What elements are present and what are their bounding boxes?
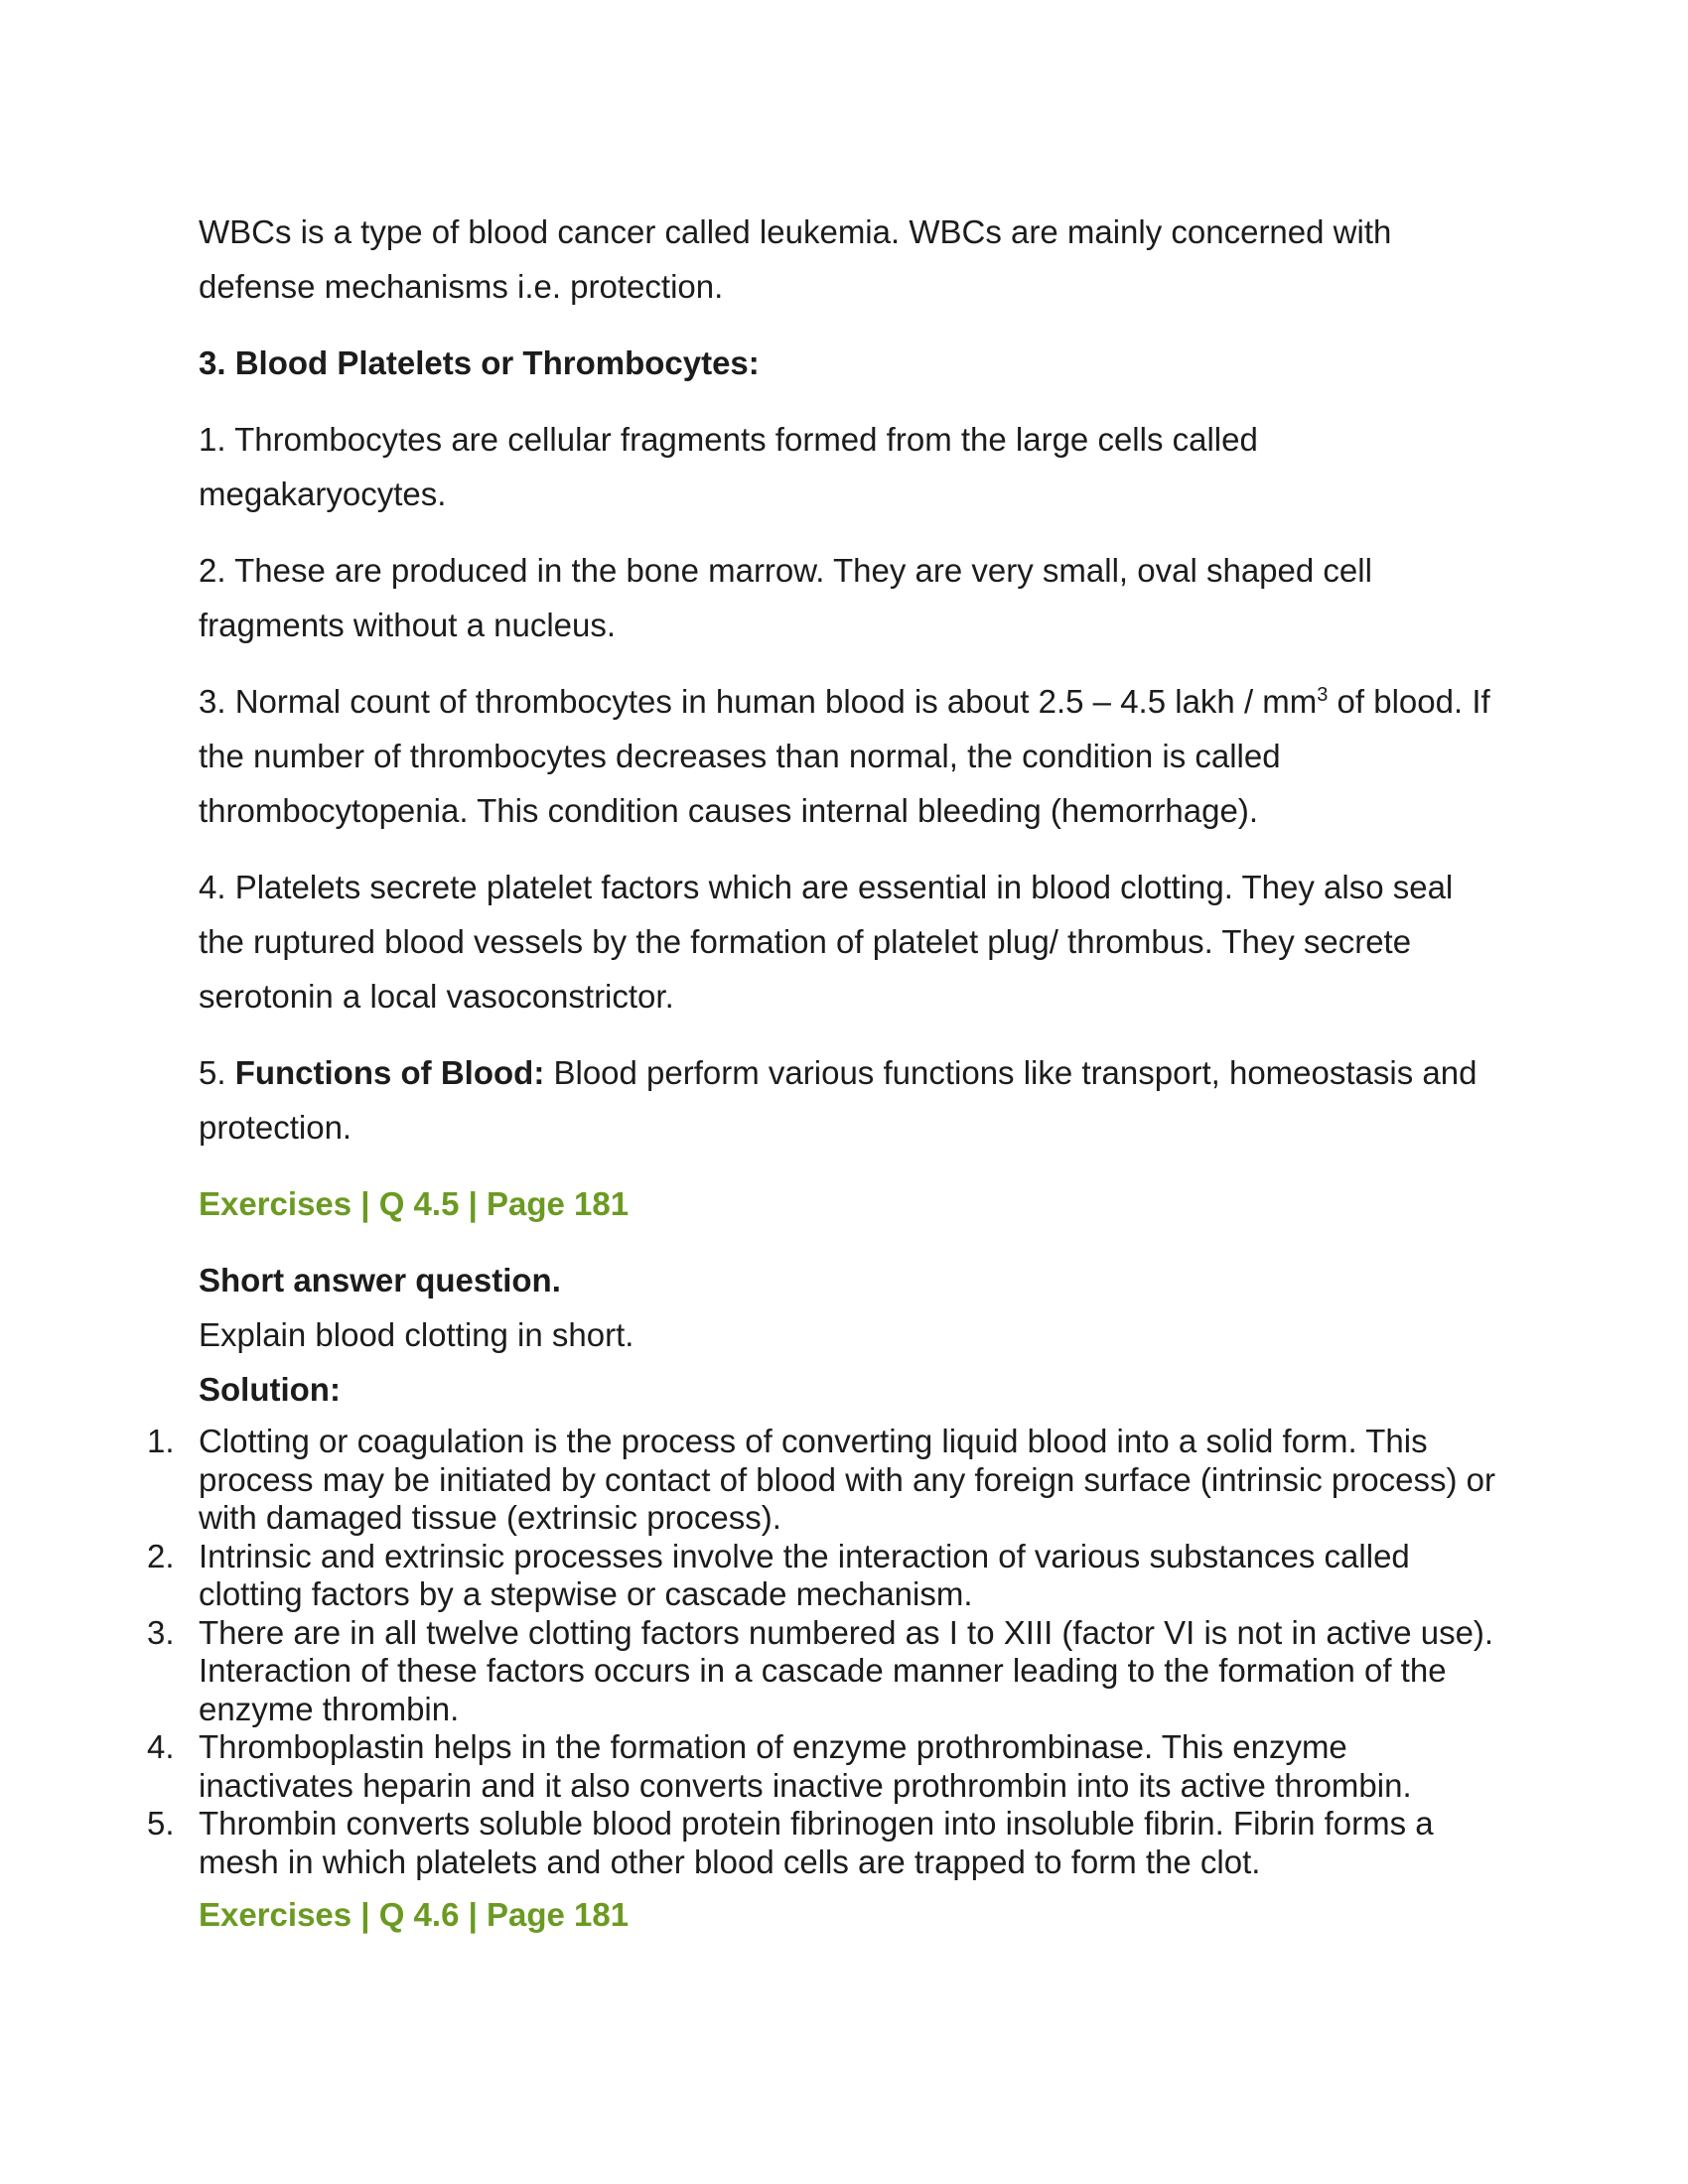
solution-item [147,1728,1499,1805]
superscript-3: 3 [1317,684,1329,706]
solution-item [147,1613,1499,1729]
platelets-point-5 [199,1045,1499,1155]
question-type-label: Short answer question. [199,1262,561,1298]
solution-item-text: There are in all twelve clotting factors numbered as I to XIII (factor VI is not in active use). Interaction of these factors occurs in a cascade manner leading to the formation of the enzyme thrombin. [199,1613,1494,1727]
solution-label: Solution: [199,1371,341,1408]
solution-item [147,1537,1499,1614]
document-page [147,205,1499,1964]
solution-item-number: 5. [147,1805,175,1842]
exercise-q45-link[interactable]: Exercises | Q 4.5 | Page 181 [199,1185,630,1222]
solution-item-text: Clotting or coagulation is the process of converting liquid blood into a solid form. This process may be initiated by contact of blood with any foreign surface (intrinsic process) or with damaged tissue (extrinsic process). [199,1423,1495,1536]
solution-item [147,1423,1499,1538]
solution-item-number: 1. [147,1423,175,1459]
exercise-q46-link[interactable]: Exercises | Q 4.6 | Page 181 [199,1896,630,1933]
question-text: Explain blood clotting in short. [199,1316,634,1353]
solution-item [147,1805,1499,1881]
solution-item-number: 2. [147,1537,175,1574]
platelets-heading: 3. Blood Platelets or Thrombocytes: [199,344,760,381]
point-5-text: Blood perform various functions like transport, homeostasis and protection. [199,1054,1477,1146]
functions-of-blood-label: Functions of Blood: [234,1054,545,1091]
point-5-prefix: 5. [199,1054,235,1091]
solution-list-wrapper [147,1423,1499,1881]
solution-list [147,1423,1499,1881]
solution-item-text: Thromboplastin helps in the formation of enzyme prothrombinase. This enzyme inactivates heparin and it also converts inactive prothrombin into its active thrombin. [199,1728,1412,1804]
solution-item-number: 3. [147,1613,175,1651]
intro-paragraph: WBCs is a type of blood cancer called leukemia. WBCs are mainly concerned with defense mechanisms i.e. protection. [199,213,1392,305]
solution-item-number: 4. [147,1728,175,1765]
platelets-point-3-text-b: of blood. If the number of thrombocytes decreases than normal, the condition is called thrombocytopenia. This condition causes internal bleeding (hemorrhage). [199,683,1490,829]
platelets-point-2: 2. These are produced in the bone marrow. They are very small, oval shaped cell fragments without a nucleus. [199,552,1372,643]
solution-item-text: Thrombin converts soluble blood protein fibrinogen into insoluble fibrin. Fibrin forms a mesh in which platelets and other blood cells are trapped to form the clot. [199,1805,1434,1880]
platelets-point-1: 1. Thrombocytes are cellular fragments formed from the large cells called megakaryocytes. [199,421,1258,512]
platelets-point-3-text-a: 3. Normal count of thrombocytes in human blood is about 2.5 – 4.5 lakh / mm [199,683,1318,720]
solution-item-text: Intrinsic and extrinsic processes involve the interaction of various substances called clotting factors by a stepwise or cascade mechanism. [199,1537,1410,1612]
platelets-point-3 [199,674,1499,838]
platelets-point-4: 4. Platelets secrete platelet factors which are essential in blood clotting. They also seal the ruptured blood vessels by the formation of platelet plug/ thrombus. They secrete serotonin a local vasoconstrictor. [199,869,1454,1015]
